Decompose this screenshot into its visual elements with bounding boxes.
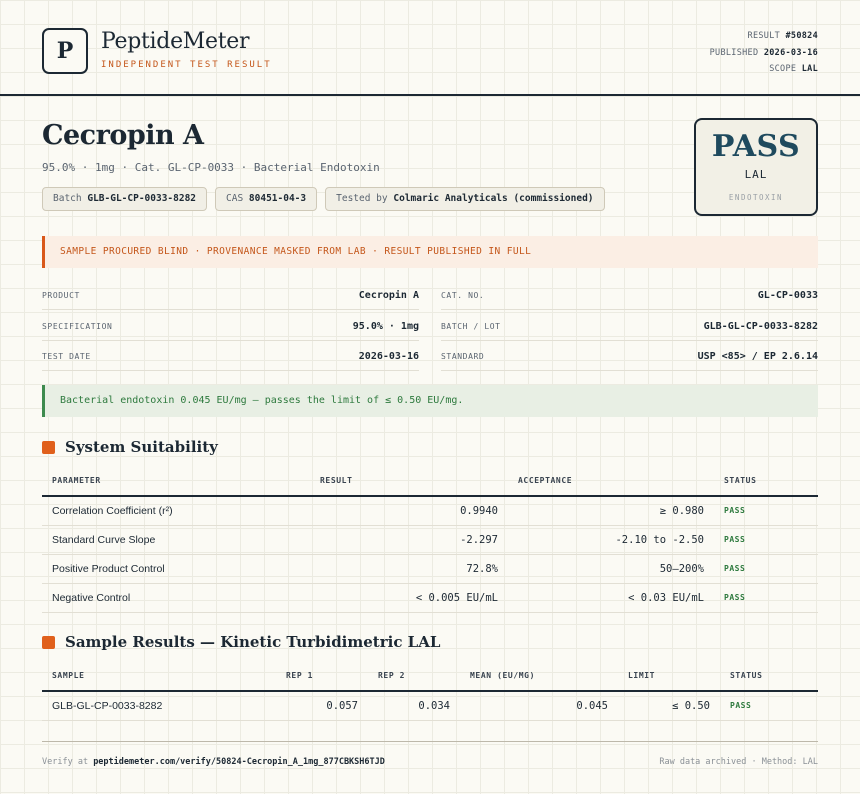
acceptance-cell: 50–200% bbox=[508, 554, 714, 583]
info-row-product bbox=[42, 280, 419, 310]
acceptance-cell: -2.10 to -2.50 bbox=[508, 525, 714, 554]
table-row bbox=[42, 583, 818, 612]
info-value: 2026-03-16 bbox=[358, 351, 419, 362]
status-badge: PASS bbox=[720, 691, 818, 720]
blind-notice: SAMPLE PROCURED BLIND · PROVENANCE MASKED FROM LAB · RESULT PUBLISHED IN FULL bbox=[42, 236, 818, 268]
column-header: STATUS bbox=[714, 466, 818, 496]
result-cell: 0.9940 bbox=[310, 496, 508, 525]
meta-published: PUBLISHED 2026-03-16 bbox=[709, 47, 818, 58]
parameter-cell: Positive Product Control bbox=[42, 554, 310, 583]
column-header: REP 1 bbox=[276, 661, 368, 691]
product-chips bbox=[42, 187, 605, 211]
batch-chip: Batch GLB-GL-CP-0033-8282 bbox=[42, 187, 207, 211]
info-value: USP <85> / EP 2.6.14 bbox=[697, 351, 818, 362]
section-marker-icon bbox=[42, 441, 55, 454]
status-badge: PASS bbox=[714, 583, 818, 612]
info-value: Cecropin A bbox=[358, 290, 419, 301]
sample-cell: GLB-GL-CP-0033-8282 bbox=[42, 691, 276, 720]
footer-divider bbox=[42, 741, 818, 742]
rep1-cell: 0.057 bbox=[276, 691, 368, 720]
info-key: PRODUCT bbox=[42, 291, 80, 300]
info-key: CAT. NO. bbox=[441, 291, 485, 300]
parameter-cell: Standard Curve Slope bbox=[42, 525, 310, 554]
footer-archive-note: Raw data archived · Method: LAL bbox=[659, 757, 818, 767]
info-key: STANDARD bbox=[441, 352, 485, 361]
column-header: RESULT bbox=[310, 466, 508, 496]
sample-results-table bbox=[42, 661, 818, 721]
verdict-stamp bbox=[694, 118, 818, 216]
info-key: TEST DATE bbox=[42, 352, 91, 361]
info-row-cat-no bbox=[441, 280, 818, 310]
brand-tagline: INDEPENDENT TEST RESULT bbox=[101, 60, 272, 70]
info-row-standard bbox=[441, 341, 818, 371]
info-value: GLB-GL-CP-0033-8282 bbox=[703, 321, 818, 332]
verdict-category: ENDOTOXIN bbox=[728, 193, 784, 202]
column-header: LIMIT bbox=[618, 661, 720, 691]
status-badge: PASS bbox=[714, 496, 818, 525]
info-key: SPECIFICATION bbox=[42, 322, 113, 331]
verdict-method: LAL bbox=[744, 168, 768, 181]
column-header: REP 2 bbox=[368, 661, 460, 691]
column-header: SAMPLE bbox=[42, 661, 276, 691]
column-header: PARAMETER bbox=[42, 466, 310, 496]
samples-section-title: Sample Results — Kinetic Turbidimetric LAL bbox=[42, 633, 440, 651]
suitability-table bbox=[42, 466, 818, 613]
brand-name: PeptideMeter bbox=[101, 29, 250, 54]
acceptance-cell: < 0.03 EU/mL bbox=[508, 583, 714, 612]
tested-by-chip: Tested by Colmaric Analyticals (commissioned) bbox=[325, 187, 604, 211]
info-key: BATCH / LOT bbox=[441, 322, 501, 331]
parameter-cell: Negative Control bbox=[42, 583, 310, 612]
product-subtitle: 95.0% · 1mg · Cat. GL-CP-0033 · Bacterial Endotoxin bbox=[42, 161, 380, 174]
table-row bbox=[42, 525, 818, 554]
report-header bbox=[0, 0, 860, 96]
limit-cell: ≤ 0.50 bbox=[618, 691, 720, 720]
column-header: ACCEPTANCE bbox=[508, 466, 714, 496]
status-badge: PASS bbox=[714, 554, 818, 583]
rep2-cell: 0.034 bbox=[368, 691, 460, 720]
verdict-word: PASS bbox=[711, 129, 801, 164]
result-cell: 72.8% bbox=[310, 554, 508, 583]
meta-scope: SCOPE LAL bbox=[769, 64, 818, 74]
mean-cell: 0.045 bbox=[460, 691, 618, 720]
info-row-batch-lot bbox=[441, 311, 818, 341]
report-meta bbox=[710, 28, 818, 78]
status-badge: PASS bbox=[714, 525, 818, 554]
table-header-row bbox=[42, 661, 818, 691]
parameter-cell: Correlation Coefficient (r²) bbox=[42, 496, 310, 525]
section-marker-icon bbox=[42, 636, 55, 649]
result-summary-banner: Bacterial endotoxin 0.045 EU/mg — passes the limit of ≤ 0.50 EU/mg. bbox=[42, 385, 818, 417]
column-header: MEAN (EU/MG) bbox=[460, 661, 618, 691]
info-value: GL-CP-0033 bbox=[757, 290, 818, 301]
product-title: Cecropin A bbox=[42, 120, 204, 151]
suitability-section-title: System Suitability bbox=[42, 438, 218, 456]
result-cell: < 0.005 EU/mL bbox=[310, 583, 508, 612]
meta-result: RESULT #50824 bbox=[747, 31, 818, 41]
acceptance-cell: ≥ 0.980 bbox=[508, 496, 714, 525]
info-row-test-date bbox=[42, 341, 419, 371]
table-row bbox=[42, 691, 818, 720]
brand-logo: P bbox=[42, 28, 88, 74]
verify-note: Verify at peptidemeter.com/verify/50824-Cecropin_A_1mg_877CBKSH6TJD bbox=[42, 757, 385, 767]
table-row bbox=[42, 554, 818, 583]
table-row bbox=[42, 496, 818, 525]
column-header: STATUS bbox=[720, 661, 818, 691]
info-row-specification bbox=[42, 311, 419, 341]
table-header-row bbox=[42, 466, 818, 496]
info-value: 95.0% · 1mg bbox=[352, 321, 419, 332]
result-cell: -2.297 bbox=[310, 525, 508, 554]
verify-link[interactable]: peptidemeter.com/verify/50824-Cecropin_A_1mg_877CBKSH6TJD bbox=[93, 757, 385, 767]
cas-chip: CAS 80451-04-3 bbox=[215, 187, 317, 211]
